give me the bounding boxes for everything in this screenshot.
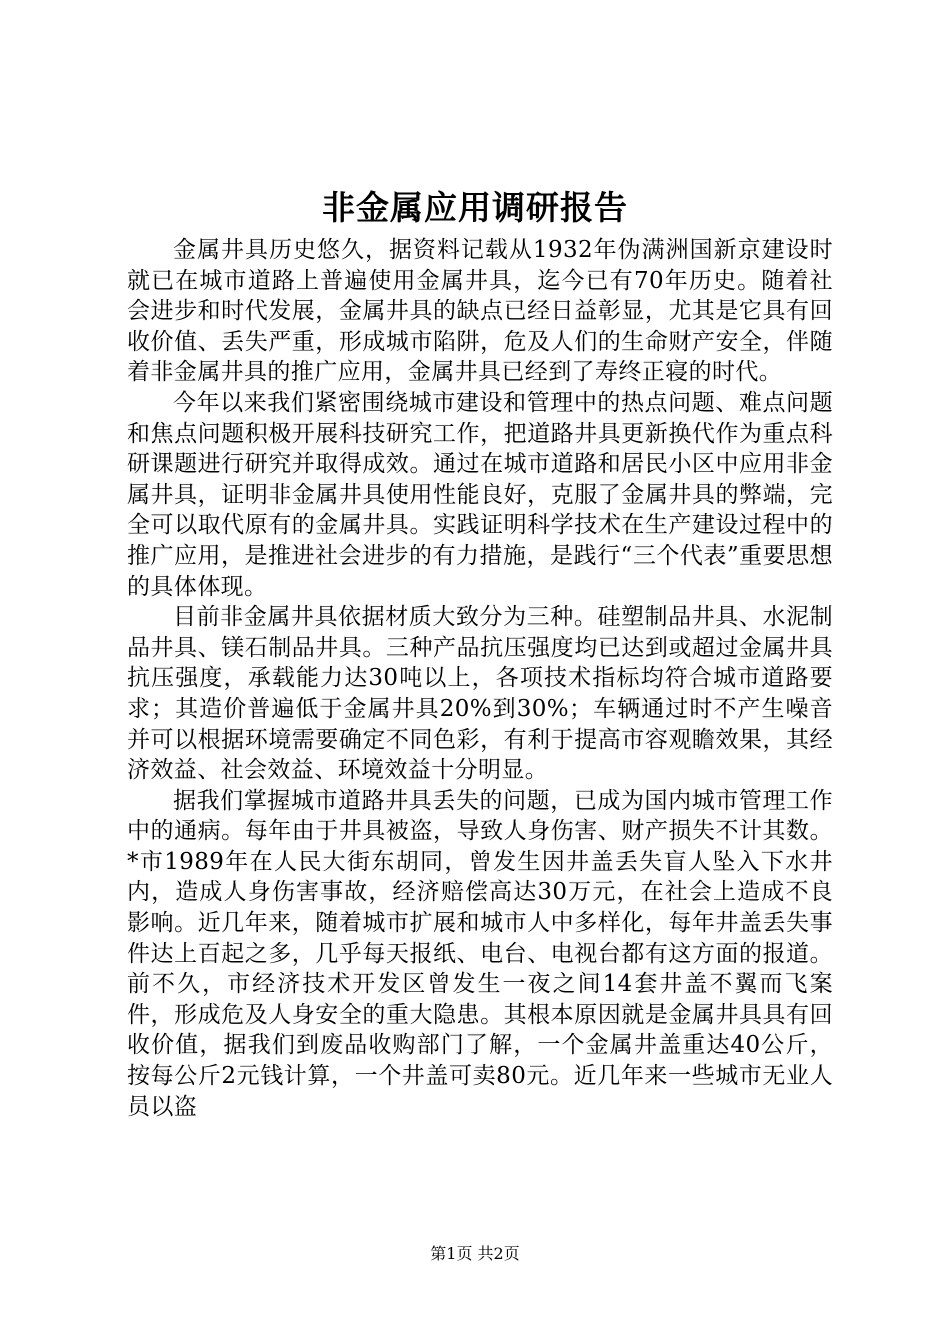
page-number-footer: 第1页 共2页	[430, 1244, 520, 1263]
document-title: 非金属应用调研报告	[322, 188, 628, 227]
document-body	[127, 235, 833, 1122]
paragraph-2: 今年以来我们紧密围绕城市建设和管理中的热点问题、难点问题和焦点问题积极开展科技研究工作，把道路井具更新换代作为重点科研课题进行研究并取得成效。通过在城市道路和居民小区中应用非金属井具，证明非金属井具使用性能良好，克服了金属井具的弊端，完全可以取代原有的金属井具。实践证明科学技术在生产建设过程中的推广应用，是推进社会进步的有力措施，是践行“三个代表”重要思想的具体体现。	[127, 389, 833, 600]
paragraph-3: 目前非金属井具依据材质大致分为三种。硅塑制品井具、水泥制品井具、镁石制品井具。三种产品抗压强度均已达到或超过金属井具抗压强度，承载能力达30吨以上，各项技术指标均符合城市道路要求；其造价普遍低于金属井具20%到30%；车辆通过时不产生噪音并可以根据环境需要确定不同色彩，有利于提高市容观瞻效果，其经济效益、社会效益、环境效益十分明显。	[127, 604, 833, 784]
paragraph-4: 据我们掌握城市道路井具丢失的问题，已成为国内城市管理工作中的通病。每年由于井具被盗，导致人身伤害、财产损失不计其数。*市1989年在人民大街东胡同，曾发生因井盖丢失盲人坠入下水井内，造成人身伤害事故，经济赔偿高达30万元，在社会上造成不良影响。近几年来，随着城市扩展和城市人中多样化，每年井盖丢失事件达上百起之多，几乎每天报纸、电台、电视台都有这方面的报道。前不久，市经济技术开发区曾发生一夜之间14套井盖不翼而飞案件，形成危及人身安全的重大隐患。其根本原因就是金属井具具有回收价值，据我们到废品收购部门了解，一个金属井盖重达40公斤，按每公斤2元钱计算，一个井盖可卖80元。近几年来一些城市无业人员以盗	[127, 787, 833, 1120]
paragraph-1: 金属井具历史悠久，据资料记载从1932年伪满洲国新京建设时就已在城市道路上普遍使用金属井具，迄今已有70年历史。随着社会进步和时代发展，金属井具的缺点已经日益彰显，尤其是它具有回收价值、丢失严重，形成城市陷阱，危及人们的生命财产安全，伴随着非金属井具的推广应用，金属井具已经到了寿终正寝的时代。	[127, 237, 833, 386]
